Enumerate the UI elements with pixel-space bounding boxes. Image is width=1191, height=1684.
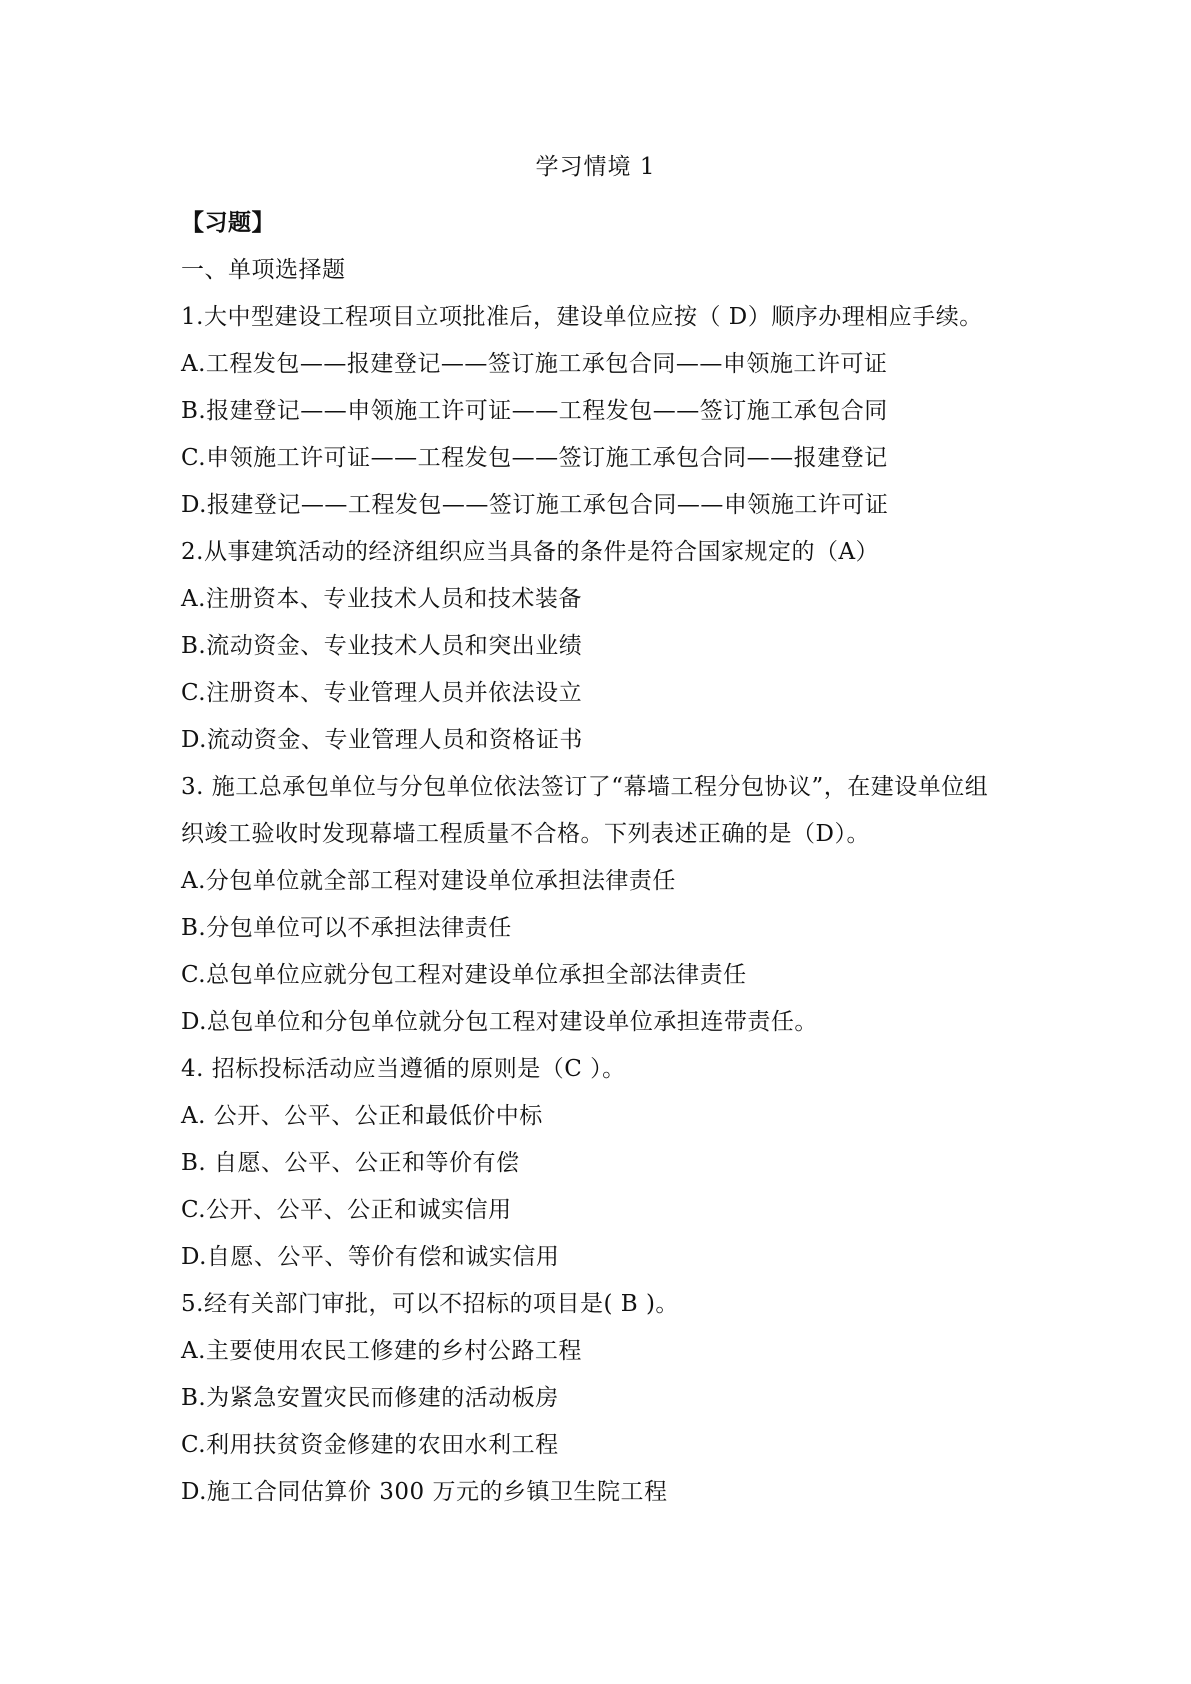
question-2-option-a: A.注册资本、专业技术人员和技术装备 [181,586,582,612]
question-4-option-d: D.自愿、公平、等价有偿和诚实信用 [181,1244,560,1270]
document-body [181,200,1061,1516]
question-5-option-d: D.施工合同估算价 300 万元的乡镇卫生院工程 [181,1479,668,1505]
question-5-option-b: B.为紧急安置灾民而修建的活动板房 [181,1385,559,1411]
question-2-option-b: B.流动资金、专业技术人员和突出业绩 [181,633,583,659]
question-3-line-2: 织竣工验收时发现幕墙工程质量不合格。下列表述正确的是（D）。 [181,821,870,847]
question-1-option-b: B.报建登记——申领施工许可证——工程发包——签订施工承包合同 [181,398,888,424]
question-3-option-b: B.分包单位可以不承担法律责任 [181,915,512,941]
question-2-option-c: C.注册资本、专业管理人员并依法设立 [181,680,583,706]
question-2-option-d: D.流动资金、专业管理人员和资格证书 [181,727,583,753]
question-5-option-a: A.主要使用农民工修建的乡村公路工程 [181,1338,582,1364]
question-3-option-a: A.分包单位就全部工程对建设单位承担法律责任 [181,868,676,894]
question-5-option-c: C.利用扶贫资金修建的农田水利工程 [181,1432,559,1458]
question-3-line-1: 3. 施工总承包单位与分包单位依法签订了“幕墙工程分包协议”，在建设单位组 [181,774,989,800]
question-5: 5.经有关部门审批，可以不招标的项目是( B )。 [181,1291,679,1317]
question-4-option-a: A. 公开、公平、公正和最低价中标 [181,1103,543,1129]
question-1-option-c: C.申领施工许可证——工程发包——签订施工承包合同——报建登记 [181,445,888,471]
section-heading: 一、单项选择题 [181,257,346,283]
exercise-heading: 【习题】 [181,210,275,236]
question-2: 2.从事建筑活动的经济组织应当具备的条件是符合国家规定的（A） [181,539,880,565]
page-title: 学习情境 1 [535,154,656,180]
question-3-option-c: C.总包单位应就分包工程对建设单位承担全部法律责任 [181,962,747,988]
question-1: 1.大中型建设工程项目立项批准后，建设单位应按（ D）顺序办理相应手续。 [181,304,983,330]
question-4-option-b: B. 自愿、公平、公正和等价有偿 [181,1150,520,1176]
question-3-option-d: D.总包单位和分包单位就分包工程对建设单位承担连带责任。 [181,1009,818,1035]
question-4: 4. 招标投标活动应当遵循的原则是（C ）。 [181,1056,626,1082]
question-1-option-a: A.工程发包——报建登记——签订施工承包合同——申领施工许可证 [181,351,888,377]
question-1-option-d: D.报建登记——工程发包——签订施工承包合同——申领施工许可证 [181,492,889,518]
question-4-option-c: C.公开、公平、公正和诚实信用 [181,1197,512,1223]
